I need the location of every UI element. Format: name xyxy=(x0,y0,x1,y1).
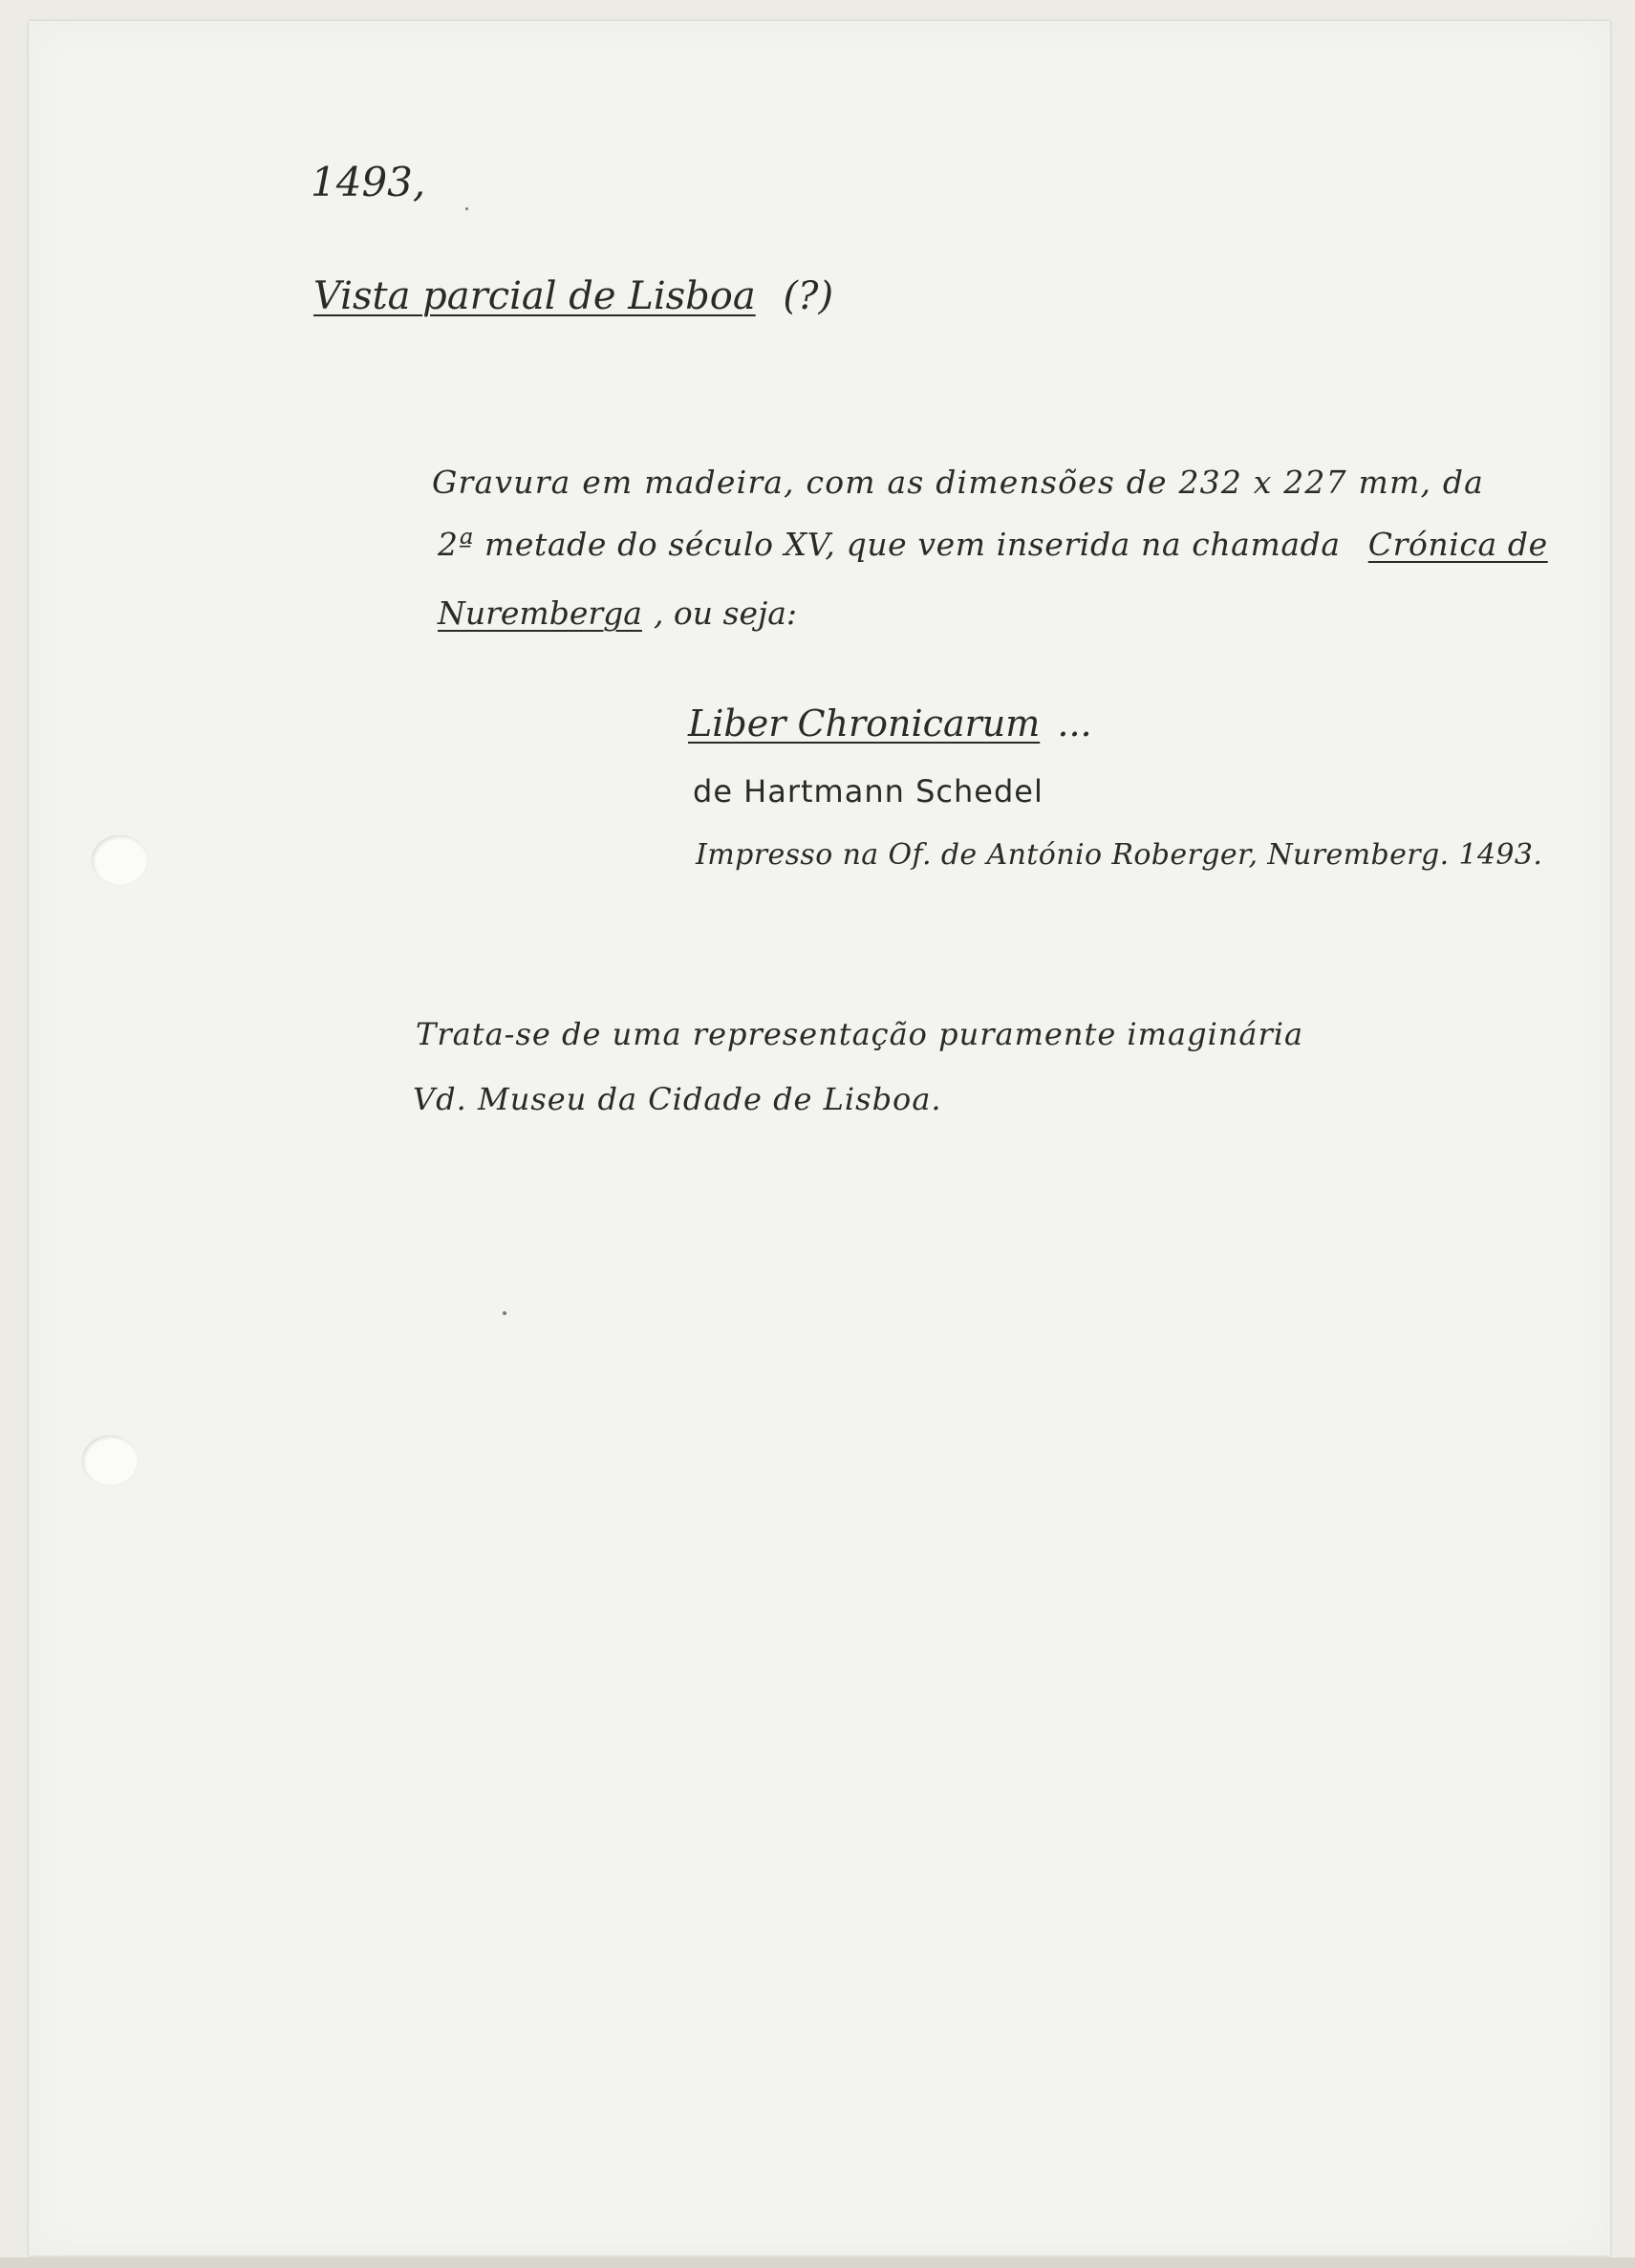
document-title xyxy=(313,274,834,318)
description-line-3-text: , ou seja: xyxy=(653,594,798,632)
paper-speck xyxy=(465,207,468,210)
description-line-2 xyxy=(438,526,1548,563)
nuremberga-underlined: Nuremberga xyxy=(438,594,642,632)
paper-speck xyxy=(503,1311,506,1315)
scan-bottom-edge xyxy=(0,2257,1635,2268)
title-suffix: (?) xyxy=(783,274,834,318)
description-line-2-text: 2ª metade do século XV, que vem inserida na chamada xyxy=(438,526,1341,563)
title-underlined-text: Vista parcial de Lisboa xyxy=(313,274,756,318)
description-line-3 xyxy=(438,594,798,632)
note-line-1: Trata-se de uma representação puramente imaginária xyxy=(416,1016,1304,1052)
description-line-1: Gravura em madeira, com as dimensões de 232 x 227 mm, da xyxy=(432,464,1485,501)
citation-imprint: Impresso na Of. de António Roberger, Nuremberg. 1493. xyxy=(696,838,1543,872)
citation-title xyxy=(688,702,1092,745)
citation-title-underlined: Liber Chronicarum xyxy=(688,702,1041,745)
document-year: 1493, xyxy=(311,159,426,205)
punch-hole-bottom xyxy=(82,1436,138,1485)
punch-hole-top xyxy=(92,835,147,885)
citation-author: de Hartmann Schedel xyxy=(693,773,1043,810)
citation-title-ellipsis: ... xyxy=(1057,702,1092,745)
cronica-title-underlined: Crónica de xyxy=(1367,526,1548,563)
document-page xyxy=(29,21,1610,2256)
note-line-2: Vd. Museu da Cidade de Lisboa. xyxy=(413,1081,942,1117)
